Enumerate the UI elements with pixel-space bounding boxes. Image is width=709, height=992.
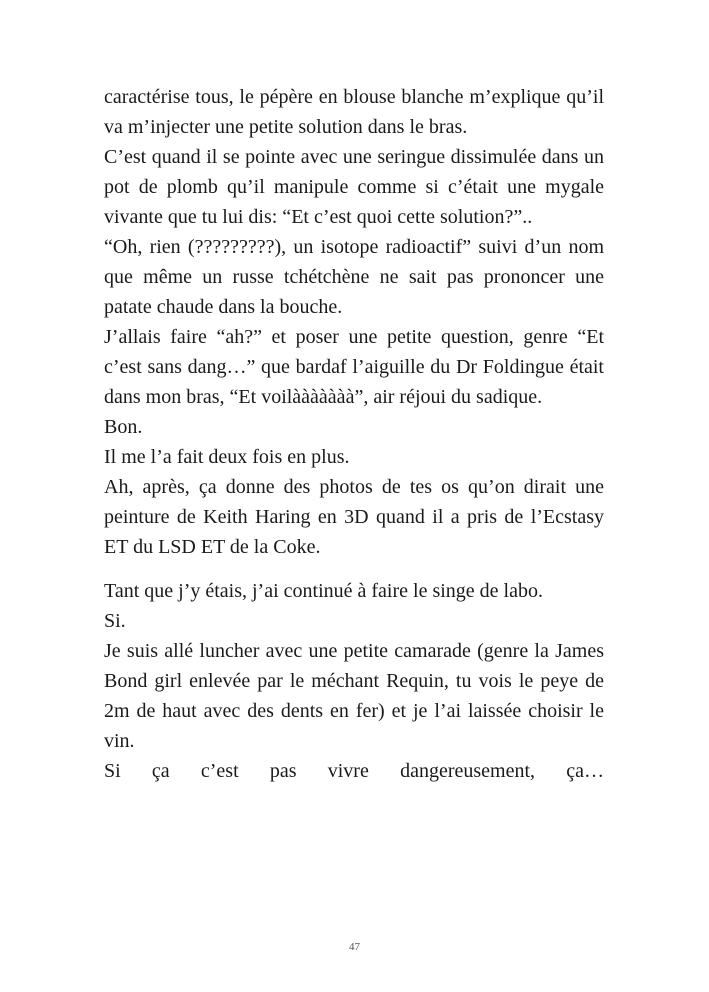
- paragraph: Si.: [104, 610, 126, 632]
- page-body: [104, 82, 604, 786]
- page-number: 47: [349, 941, 360, 953]
- paragraph: Tant que j’y étais, j’ai continué à faire le singe de labo.: [104, 580, 543, 602]
- paragraph: Je suis allé luncher avec une petite camarade (genre la James Bond girl enlevée par le méchant Requin, tu vois le peye de 2m de haut avec des dents en fer) et je l’ai laissée choisir le vin.: [104, 640, 604, 752]
- paragraph: Si ça c’est pas vivre dangereusement, ça…: [104, 760, 604, 782]
- paragraph: caractérise tous, le pépère en blouse blanche m’explique qu’il va m’injecter une petite solution dans le bras.: [104, 86, 604, 138]
- paragraph: C’est quand il se pointe avec une seringue dissimulée dans un pot de plomb qu’il manipule comme si c’était une mygale vivante que tu lui dis: “Et c’est quoi cette solution?”..: [104, 146, 604, 228]
- paragraph: Bon.: [104, 416, 143, 438]
- paragraph-gap: [104, 562, 604, 576]
- paragraph: J’allais faire “ah?” et poser une petite question, genre “Et c’est sans dang…” que bardaf l’aiguille du Dr Foldingue était dans mon bras, “Et voilààààààà”, air réjoui du sadique.: [104, 326, 604, 408]
- paragraph: Il me l’a fait deux fois en plus.: [104, 446, 350, 468]
- paragraph: Ah, après, ça donne des photos de tes os qu’on dirait une peinture de Keith Haring en 3D quand il a pris de l’Ecstasy ET du LSD ET de la Coke.: [104, 476, 604, 558]
- paragraph: “Oh, rien (?????????), un isotope radioactif” suivi d’un nom que même un russe tchétchène ne sait pas prononcer une patate chaude dans la bouche.: [104, 236, 604, 318]
